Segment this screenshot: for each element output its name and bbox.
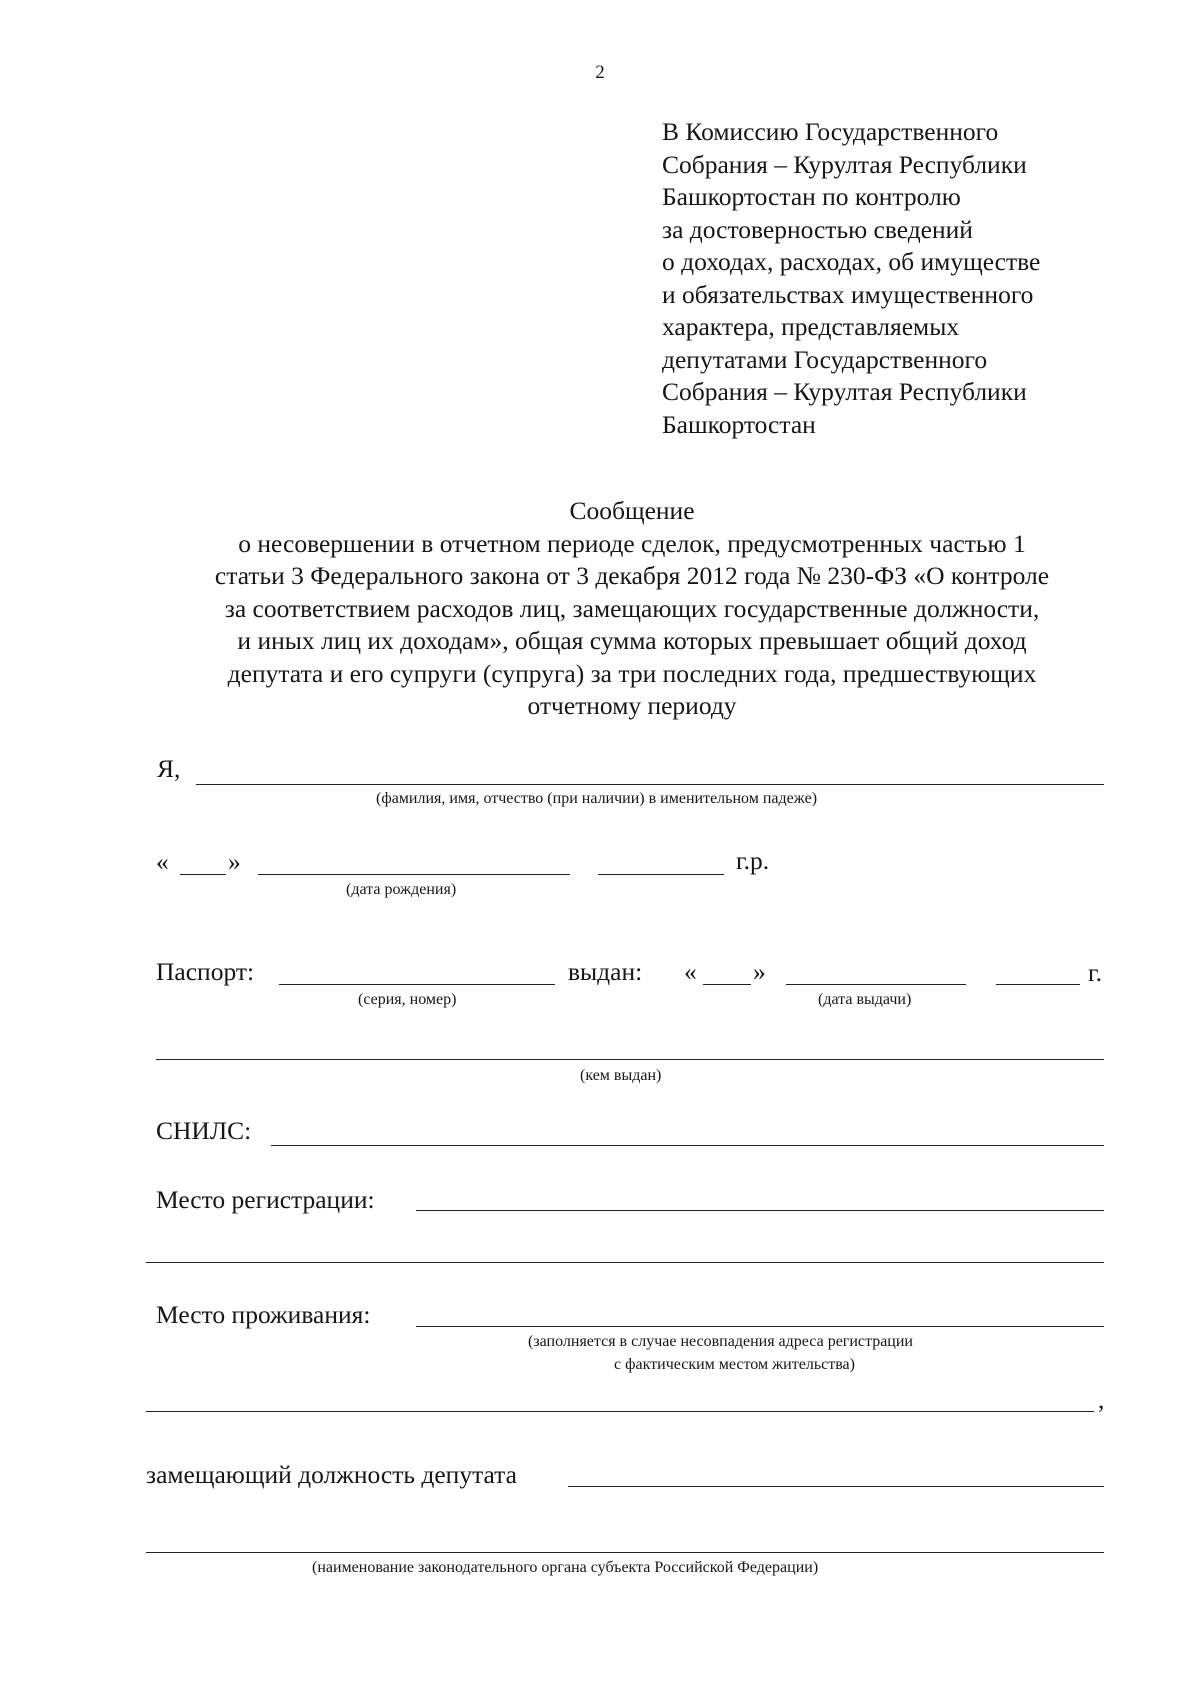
page-number: 2 [595, 62, 605, 83]
addressee-line: о доходах, расходах, об имуществе [662, 247, 1041, 276]
title-line: статьи 3 Федерального закона от 3 декабря 2012 года № 230-ФЗ «О контроле [214, 561, 1050, 590]
trailing-comma: , [1098, 1385, 1105, 1414]
position-label: замещающий должность депутата [146, 1460, 517, 1489]
residence-caption-2: с фактическим местом жительства) [614, 1356, 855, 1373]
residence-field-continued[interactable] [146, 1411, 1094, 1412]
issue-year-field[interactable] [996, 984, 1080, 985]
addressee-line: характера, представляемых [662, 312, 960, 341]
addressee-block [662, 116, 1040, 441]
snils-field[interactable] [271, 1145, 1104, 1146]
passport-number-field[interactable] [279, 984, 555, 985]
ya-label: Я, [157, 754, 181, 783]
fio-caption: (фамилия, имя, отчество (при наличии) в именительном падеже) [376, 790, 818, 807]
issued-by-caption: (кем выдан) [580, 1067, 662, 1084]
issue-year-suffix: г. [1088, 958, 1102, 987]
issue-quote-close: » [753, 957, 766, 986]
title-line: о несовершении в отчетном периоде сделок, предусмотренных частью 1 [238, 528, 1026, 558]
title-line: за соответствием расходов лиц, замещающих государственные должности, [224, 593, 1040, 623]
title-heading: Сообщение [569, 496, 695, 525]
passport-caption: (серия, номер) [358, 991, 457, 1008]
position-field[interactable] [568, 1486, 1104, 1487]
issue-quote-open: « [684, 957, 697, 986]
addressee-line: Собрания – Курултая Республики [662, 377, 1027, 406]
title-line: отчетному периоду [527, 691, 737, 720]
addressee-line: за достоверностью сведений [662, 214, 973, 244]
birth-month-field[interactable] [258, 874, 570, 875]
issue-date-caption: (дата выдачи) [818, 991, 912, 1008]
registration-field[interactable] [416, 1210, 1104, 1211]
legislature-field[interactable] [146, 1552, 1104, 1553]
addressee-line: и обязательствах имущественного [662, 279, 1034, 309]
birth-year-field[interactable] [598, 874, 724, 875]
birth-day-field[interactable] [180, 874, 226, 875]
residence-caption-1: (заполняется в случае несовпадения адреса регистрации [528, 1333, 913, 1350]
addressee-line: Собрания – Курултая Республики [662, 149, 1027, 179]
issued-by-field[interactable] [156, 1059, 1104, 1060]
document-title [150, 495, 1114, 723]
birth-date-caption: (дата рождения) [346, 881, 457, 898]
addressee-line: депутатами Государственного [662, 344, 988, 374]
addressee-line: В Комиссию Государственного [662, 117, 999, 146]
issue-month-field[interactable] [786, 984, 966, 985]
passport-label: Паспорт: [156, 957, 255, 986]
birth-quote-close: » [228, 847, 241, 876]
fio-field[interactable] [196, 784, 1104, 785]
addressee-line: Башкортостан по контролю [662, 182, 961, 211]
issued-label: выдан: [568, 957, 643, 986]
registration-label: Место регистрации: [156, 1185, 375, 1214]
issue-day-field[interactable] [703, 984, 751, 985]
residence-label: Место проживания: [156, 1300, 371, 1329]
registration-field-continued[interactable] [146, 1262, 1104, 1263]
birth-year-suffix: г.р. [736, 846, 770, 875]
legislature-caption: (наименование законодательного органа субъекта Российской Федерации) [312, 1559, 819, 1576]
title-line: депутата и его супруги (супруга) за три последних года, предшествующих [227, 658, 1037, 688]
addressee-line: Башкортостан [662, 409, 816, 439]
title-line: и иных лиц их доходам», общая сумма которых превышает общий доход [237, 626, 1027, 655]
birth-quote-open: « [156, 847, 169, 876]
residence-field[interactable] [416, 1326, 1104, 1327]
snils-label: СНИЛС: [156, 1116, 252, 1145]
